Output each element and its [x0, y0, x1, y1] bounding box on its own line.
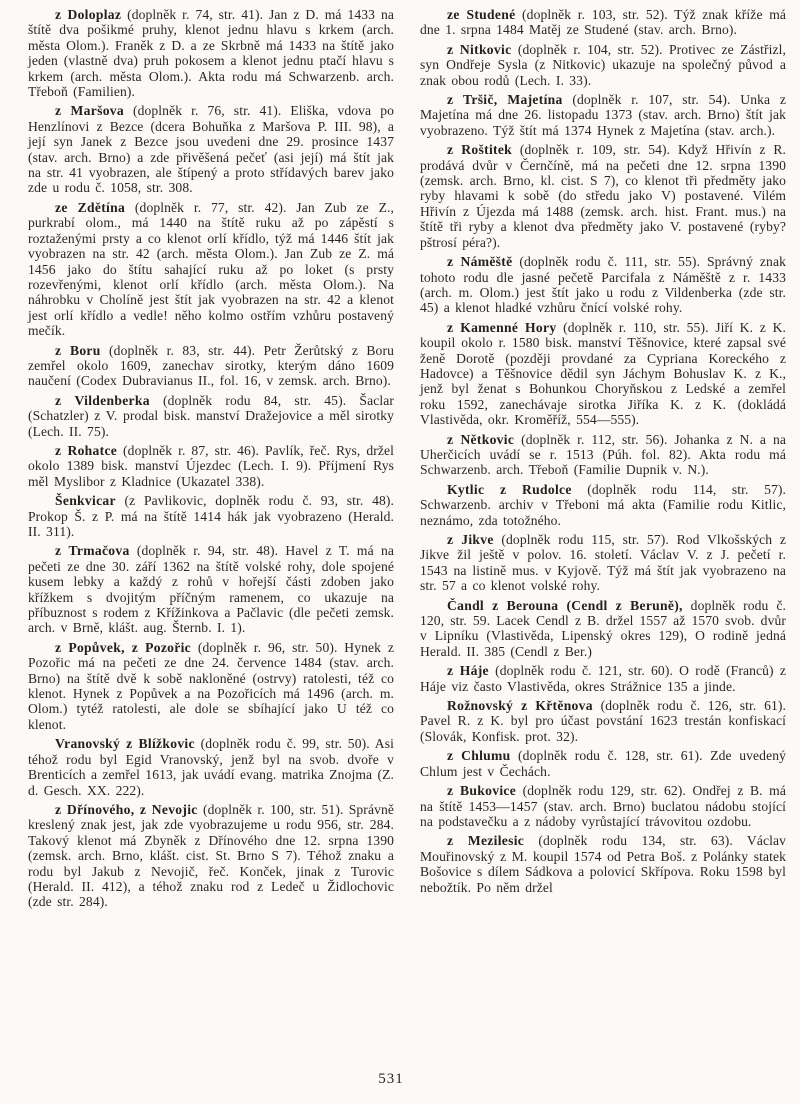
entry-text: (doplněk r. 104, str. 52). Protivec ze Zástřizl, syn Ondřeje Sysla (z Nitkovic) ukazuje na společný původ a znak obou rodů (Lech. I. 33). — [420, 41, 786, 88]
entry-heading: z Dřínového, z Nevojic — [55, 801, 198, 817]
entry-heading: z Kamenné Hory — [447, 319, 557, 335]
entry-text: (doplněk r. 112, str. 56). Johanka z N. a na Uherčicích uvádí se r. 1513 (Púh. fol. 82). Akta rodu má Schwarzenb. arch. Třeboň (Familie Dupnik v. N.). — [420, 431, 786, 478]
entry-heading: z Nitkovic — [447, 41, 512, 57]
entry-heading: z Háje — [447, 663, 489, 679]
page-number: 531 — [378, 1071, 404, 1087]
entry-paragraph — [28, 640, 394, 732]
entry-heading: z Popůvek, z Pozořic — [55, 639, 192, 655]
entry-heading: Čandl z Berouna (Cendl z Beruně), — [447, 597, 683, 613]
entry-paragraph — [420, 663, 786, 694]
entry-text: (doplněk r. 83, str. 44). Petr Žerůtský z Boru zemřel okolo 1609, zanechav sirotky, kterým dáno 1609 naučení (Codex Dubravianus II., fol. 16, v zemsk. arch. Brno). — [28, 342, 394, 389]
entry-text: (doplněk rodu č. 121, str. 60). O rodě (Franců) z Háje viz často Vlastivěda, okres Strážnice 135 a jinde. — [420, 663, 786, 694]
entry-text: (doplněk rodu 114, str. 57). Schwarzenb. archiv v Třeboni má akta (Familie rodu Kitlic, neznámo, zda totožného. — [420, 481, 786, 528]
entry-text: (doplněk r. 94, str. 48). Havel z T. má na pečeti ze dne 30. září 1362 na štítě volské rohy, dole spojené kusem lebky a každý z rohů v hořejší části zdoben jako křížkem s dvojitým příčným ramenem, co ukazuje na příbuznost s rodem z Křížinkova a Pačlavic (dle pečeti zemsk. arch. v Brně, klášt. aug. Šternb. I. 1). — [28, 543, 394, 636]
entry-heading: z Chlumu — [447, 748, 511, 764]
entry-heading: z Trmačova — [55, 543, 130, 559]
entry-paragraph — [28, 7, 394, 99]
entry-paragraph — [420, 532, 786, 594]
entry-heading: z Náměště — [447, 254, 513, 270]
entry-text: (doplněk rodu 134, str. 63). Václav Mouřinovský z M. koupil 1574 od Petra Boš. z Polánky statek Bošovice s dílem Sádkova a polovicí Skřípova. Roku 1598 byl nebožtík. Po něm držel — [420, 833, 786, 895]
entry-paragraph — [420, 7, 786, 38]
entry-heading: z Rohatce — [55, 442, 118, 458]
entry-heading: ze Zdětína — [55, 199, 126, 215]
entry-heading: z Maršova — [55, 103, 124, 119]
entry-text: (doplněk r. 77, str. 42). Jan Zub ze Z., purkrabí olom., má 1440 na štítě ruku až po zápěstí s roztaženými prsty a co klenot orlí křídlo, týž má 1446 štít jak vyobrazen na str. 42 (arch. města Olom.). Jan Zub ze Z. má 1456 jako do štítu sahající ruku až po loket (s prsty rozevřenými, klenot orlí křídlo (arch. města Olom.). Na náhrobku v Cholíně jest štít jak vyobrazen na str. 42 a klenot jest orlí křídlo a vedle! něho kolmo ostřím vzhůru postavený mečík. — [28, 199, 395, 339]
entry-paragraph — [420, 254, 786, 316]
entry-heading: Rožnovský z Křtěnova — [447, 698, 593, 714]
entry-paragraph — [420, 432, 786, 478]
entry-heading: Šenkvicar — [55, 493, 116, 509]
entry-text: doplněk rodu č. 120, str. 59. Lacek Cendl z B. držel 1557 až 1570 svob. dvůr v Lipníku (Vlastivěda, Lipenský okres 129), O rodině jedná Herald. II. 385 (Cendl z Ber.) — [420, 597, 786, 659]
entry-paragraph — [420, 698, 786, 744]
entry-paragraph — [28, 443, 394, 489]
entry-text: (doplněk rodu č. 111, str. 55). Správný znak tohoto rodu dle jasné pečetě Parcifala z Náměště z r. 1433 (arch. m. Olom.) jest štít jako u rodu z Vildenberka (zde str. 45) a klenot hladké vzhůru čnící volské rohy. — [420, 254, 786, 316]
entry-paragraph — [420, 748, 786, 779]
entry-text: (doplněk rodu 129, str. 62). Ondřej z B. má na štítě 1453—1457 (stav. arch. Brno) buclatou nádobu stojící na podstavečku a z nádoby vyrůstající trávovitou ozdobu. — [420, 783, 786, 829]
entry-text: (doplněk r. 87, str. 46). Pavlík, řeč. Rys, držel okolo 1389 bisk. manství Újezdec (Lech. I. 9). Příjmení Rys měl Myslibor z Kladnice (Ukazatel 338). — [28, 442, 395, 489]
entry-text: (doplněk r. 109, str. 54). Když Hřivín z R. prodává dvůr v Černčíně, má na pečeti dne 12. srpna 1390 (zemsk. arch. Brno, kl. cist. S 7), co klenot tři předměty jako ryby hlavami k sobě (do středu jako V) postavené. Vilém Hřivín z Újezda má 1488 (zemsk. arch. hist. Frant. mus.) na štítě tři ryby a klenot dva předměty jako V. postavené (ryby? pštrosí péra?). — [420, 142, 787, 250]
left-column — [28, 7, 394, 914]
two-column-text — [28, 7, 786, 914]
entry-heading: Kytlic z Rudolce — [447, 481, 572, 497]
entry-paragraph — [28, 343, 394, 389]
entry-text: (doplněk r. 107, str. 54). Unka z Majetína má dne 26. listopadu 1373 (stav. arch. Brno) štít jak vyobrazeno. Týž štít má 1374 Hynek z Majetína (stav. arch.). — [420, 92, 786, 138]
entry-paragraph — [28, 200, 394, 339]
entry-text: (doplněk rodu č. 99, str. 50). Asi téhož rodu byl Egid Vranovský, jenž byl na svob. dvoře v Brenticích a zemřel 1613, jak uvádí evang. matrika Znojma (Z. d. Gesch. XX. 222). — [28, 736, 394, 798]
entry-paragraph — [28, 393, 394, 439]
entry-text: (doplněk rodu 84, str. 45). Šaclar (Schatzler) z V. prodal bisk. manství Dražejovice a měl sirotky (Lech. II. 75). — [28, 392, 394, 439]
entry-paragraph — [420, 42, 786, 88]
entry-paragraph — [420, 92, 786, 138]
entry-heading: z Roštitek — [447, 142, 513, 158]
entry-heading: z Mezilesic — [447, 833, 525, 849]
entry-heading: z Boru — [55, 342, 101, 358]
entry-text: (doplněk rodu 115, str. 57). Rod Vlkošských z Jikve žil ještě v polov. 16. století. Václav V. z J. pečetí r. 1543 na listině mus. v Kyjově. Týž má štít jak vyobrazeno na str. 57 a co klenot volské rohy. — [420, 532, 786, 594]
entry-paragraph — [28, 543, 394, 635]
entry-paragraph — [420, 482, 786, 528]
entry-paragraph — [420, 598, 786, 660]
entry-heading: z Jikve — [447, 532, 494, 547]
entry-text: (doplněk r. 110, str. 55). Jiří K. z K. koupil okolo r. 1580 bisk. manství Těšnovice, které zapsal své ženě Dorotě (později provdané za Cypriana Koreckého z Hadovce) a Těšnovice dědil syn Jáchym Bohuslav K. z K., jenž byl ženat s Bohunkou Choryňskou z Ledské a zemřel roku 1592, zanechávaje sirotka Jiříka K. z K. (dokládá Vlastivěda, okr. Kroměříž, 554—555). — [420, 319, 786, 428]
entry-text: (doplněk r. 76, str. 41). Eliška, vdova po Henzlínovi z Bezce (dcera Bohuňka z Maršova P. III. 98), a její syn Janek z Bezce jsou uvedeni dne 29. prosince 1437 (stav. arch. Brno) a zde přivěšená pečeť (asi její) má štít jak na str. 41 vyobrazen, ale štípený a proto střídavých barev jako zde u rodu č. 1058, str. 308. — [28, 103, 394, 196]
entry-paragraph — [420, 320, 786, 428]
entry-paragraph — [28, 493, 394, 539]
entry-text: (doplněk r. 100, str. 51). Správně kreslený znak jest, jak zde vyobrazujeme u rodu 956, str. 284. Takový klenot má Zbyněk z Dřínového dne 12. srpna 1390 (zemsk. arch. Brno, klášt. cist. St. Brno S 7). Téhož znaku a rodu byl Jakub z Nevojič, řeč. Konček, jinak z Turovic (Herald. II. 412), a téhož znaku rod z Ledeč u Židlochovic (zde str. 284). — [28, 801, 395, 910]
entry-heading: z Bukovice — [447, 783, 517, 799]
entry-paragraph — [28, 736, 394, 798]
entry-text: (doplněk r. 74, str. 41). Jan z D. má 1433 na štítě dva pošikmé pruhy, klenot jednu hlavu s krkem (arch. města Olom.). Franěk z D. a ze Skrbně má 1433 na štítě jako jeden (vlastně dva) pruh pokosem a klenot jednu ptačí hlavu s krkem (arch. města Olom.). Akta rodu má Schwarzenb. arch. Třeboň (Familien). — [28, 7, 394, 100]
entry-heading: z Doloplaz — [55, 7, 122, 22]
entry-paragraph — [420, 142, 786, 250]
entry-text: (doplněk r. 96, str. 50). Hynek z Pozořic má na pečeti ze dne 24. července 1484 (stav. arch. Brno) na štítě dvě k sobě nakloněné (ostrvy) ratolesti, též co klenot. Hynek z Popůvek a na Pozořicích má 1496 (arch. m. Olom.) tytéž ratolesti, ale dole se sbíhající jako U též co klenot. — [28, 639, 394, 732]
entry-heading: z Vildenberka — [55, 392, 150, 408]
right-column — [420, 7, 786, 914]
entry-heading: z Nětkovic — [447, 431, 515, 447]
entry-text: (doplněk r. 103, str. 52). Týž znak kříže má dne 1. srpna 1484 Matěj ze Studené (stav. arch. Brno). — [420, 7, 787, 38]
entry-paragraph — [28, 103, 394, 195]
entry-text: (doplněk rodu č. 126, str. 61). Pavel R. z K. byl pro účast povstání 1623 trestán konfiskací (Slovák, Konfisk. prot. 32). — [420, 698, 786, 744]
entry-paragraph — [28, 802, 394, 910]
entry-heading: z Tršič, Majetína — [447, 92, 563, 108]
entry-paragraph — [420, 833, 786, 895]
entry-text: (doplněk rodu č. 128, str. 61). Zde uvedený Chlum jest v Čechách. — [420, 748, 786, 779]
entry-heading: Vranovský z Blížkovic — [55, 736, 195, 752]
entry-heading: ze Studené — [447, 7, 516, 22]
entry-paragraph — [420, 783, 786, 829]
entry-text: (z Pavlikovic, doplněk rodu č. 93, str. 48). Prokop Š. z P. má na štítě 1414 hák jak vyobrazeno (Herald. II. 311). — [28, 493, 394, 539]
